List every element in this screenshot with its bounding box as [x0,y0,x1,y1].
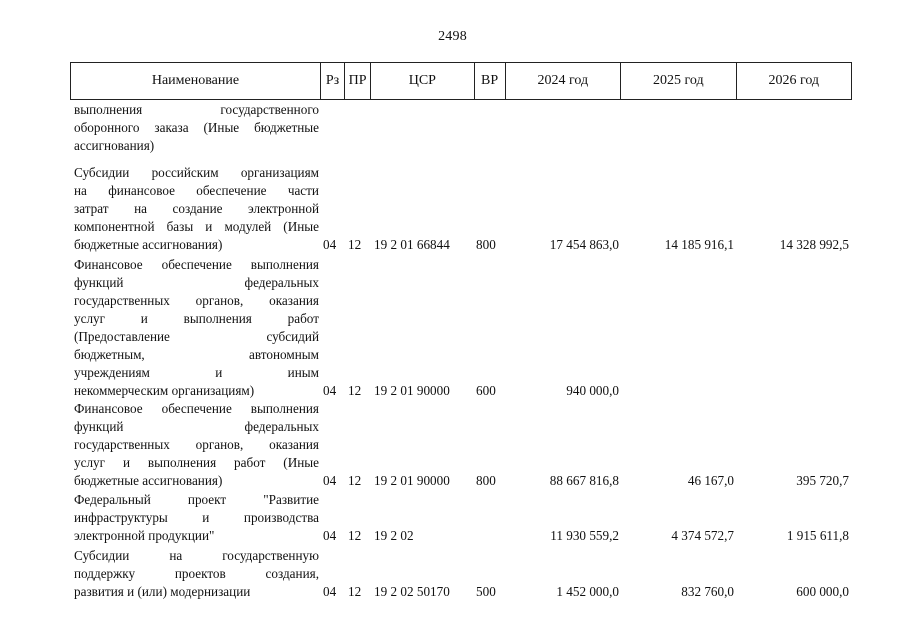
row-pr: 12 [348,584,362,599]
row-name [74,491,319,545]
row-y2025: 832 760,0 [681,584,734,599]
row-vr: 800 [476,237,496,252]
header-2025: 2025 год [621,63,736,100]
row-y2025: 46 167,0 [687,473,734,488]
row-rz: 04 [323,237,337,252]
row-name-line: учреждениям и иным [74,365,319,380]
row-rz: 04 [323,584,337,599]
row-pr: 12 [348,473,362,488]
page-number: 2498 [438,29,467,44]
row-name-line: компонентной базы и модулей (Иные [74,219,319,234]
row-pr: 12 [348,383,362,398]
row-name-line: инфраструктуры и производства [74,510,319,525]
row-y2024: 1 452 000,0 [556,584,619,599]
row-name-line: бюджетные ассигнования) [74,473,223,488]
row-y2025: 14 185 916,1 [664,237,734,252]
row-rz: 04 [323,473,337,488]
row-name [74,101,319,155]
row-name-line: на финансовое обеспечение части [74,183,319,198]
row-y2024: 17 454 863,0 [549,237,619,252]
header-pr: ПР [345,63,371,100]
header-name: Наименование [71,63,321,100]
row-vr: 600 [476,383,496,398]
row-name-line: функций федеральных [74,275,319,290]
row-name-line: функций федеральных [74,419,319,434]
row-rz: 04 [323,383,337,398]
row-name-line: оборонного заказа (Иные бюджетные [74,120,319,135]
row-y2024: 11 930 559,2 [550,528,619,543]
row-name-line: услуг и выполнения работ [74,311,319,326]
row-name-line: Субсидии российским организациям [74,165,319,180]
row-name-line: поддержку проектов создания, [74,566,319,581]
row-csr: 19 2 01 90000 [374,473,450,488]
row-name [74,400,319,490]
row-name-line: некоммерческим организациям) [74,383,255,398]
row-name-line: (Предоставление субсидий [74,329,319,344]
row-name-line: бюджетным, автономным [74,347,319,362]
row-name [74,164,319,254]
row-y2026: 395 720,7 [796,473,849,488]
row-name-line: выполнения государственного [74,102,319,117]
row-name-line: развития и (или) модернизации [74,584,251,599]
row-name-line: бюджетные ассигнования) [74,237,223,252]
table-header [70,62,852,100]
header-vr: ВР [474,63,505,100]
row-name [74,256,319,400]
header-rz: Рз [320,63,344,100]
row-name-line: услуг и выполнения работ (Иные [74,455,319,470]
row-name-line: Федеральный проект "Развитие [74,492,319,507]
row-y2026: 600 000,0 [796,584,849,599]
row-y2024: 88 667 816,8 [549,473,619,488]
row-csr: 19 2 02 [374,528,414,543]
row-y2026: 1 915 611,8 [786,528,849,543]
row-name-line: затрат на создание электронной [74,201,319,216]
header-csr: ЦСР [371,63,474,100]
row-csr: 19 2 01 66844 [374,237,450,252]
row-y2026: 14 328 992,5 [779,237,849,252]
row-name-line: ассигнования) [74,138,155,153]
row-name-line: электронной продукции" [74,528,215,543]
row-y2025: 4 374 572,7 [671,528,734,543]
row-name-line: государственных органов, оказания [74,293,319,308]
row-pr: 12 [348,237,362,252]
row-rz: 04 [323,528,337,543]
row-name [74,547,319,601]
row-name-line: Субсидии на государственную [74,548,319,563]
row-vr: 500 [476,584,496,599]
header-2024: 2024 год [505,63,620,100]
row-y2024: 940 000,0 [566,383,619,398]
row-name-line: Финансовое обеспечение выполнения [74,257,319,272]
row-csr: 19 2 01 90000 [374,383,450,398]
row-vr: 800 [476,473,496,488]
row-csr: 19 2 02 50170 [374,584,450,599]
row-pr: 12 [348,528,362,543]
header-2026: 2026 год [736,63,852,100]
row-name-line: государственных органов, оказания [74,437,319,452]
row-name-line: Финансовое обеспечение выполнения [74,401,319,416]
